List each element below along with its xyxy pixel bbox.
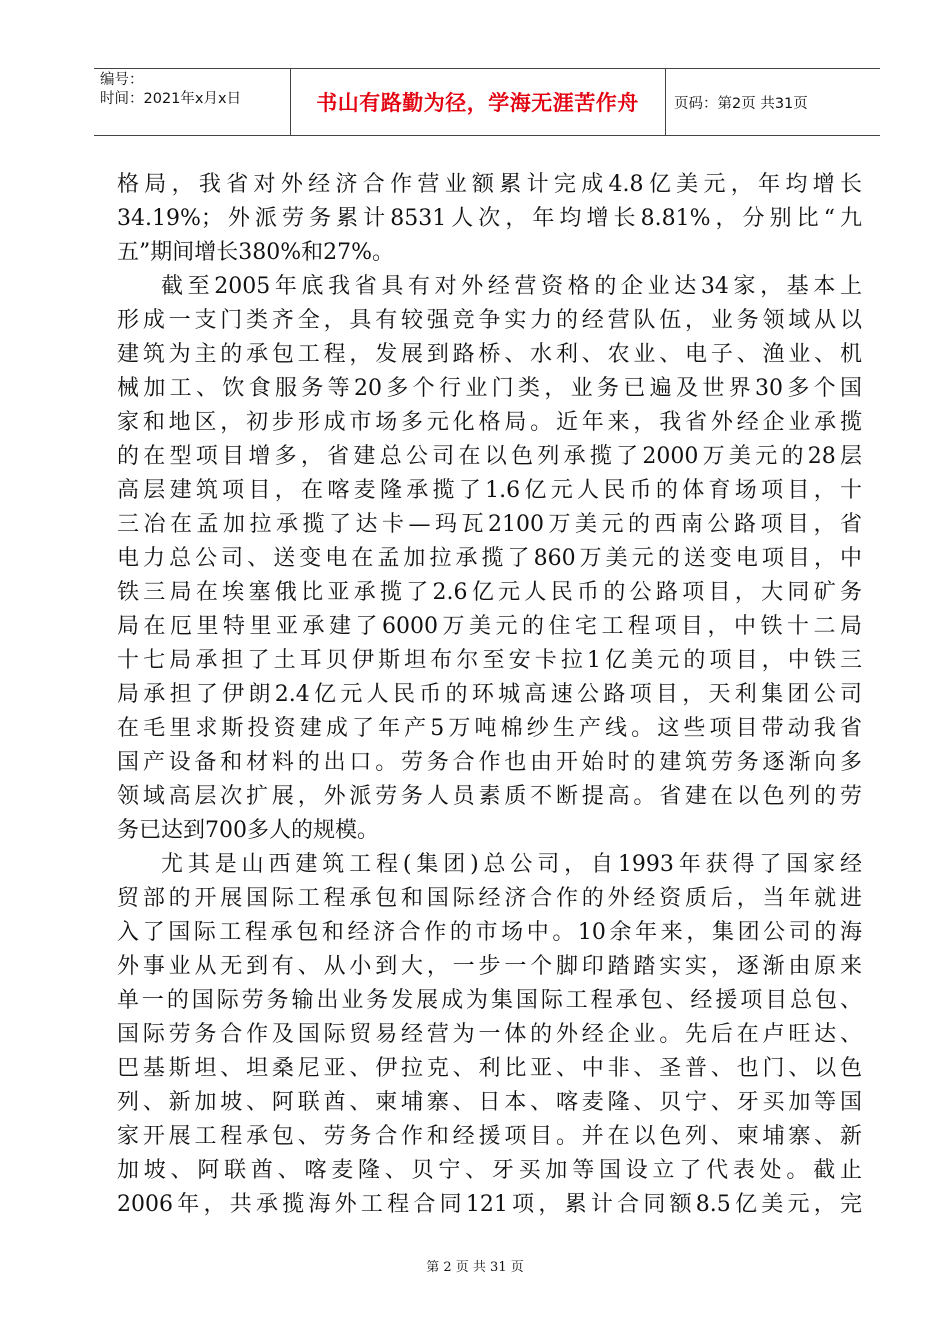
document-number-label: 编号： [100,72,144,88]
body-line: 贸部的开展国际工程承包和国际经济合作的外经资质后，当年就进 [117,886,862,911]
body-line: 尤其是山西建筑工程(集团)总公司，自1993年获得了国家经 [161,852,862,877]
body-line: 外事业从无到有、从小到大，一步一个脚印踏踏实实，逐渐由原来 [117,954,862,979]
document-date-label: 时间：2021年x月x日 [100,91,242,107]
body-line: 2006年，共承揽海外工程合同121项，累计合同额8.5亿美元，完 [117,1192,862,1217]
header-divider-right [665,69,666,135]
body-line: 在毛里求斯投资建成了年产5万吨棉纱生产线。这些项目带动我省 [117,716,862,741]
body-line: 五”期间增长380%和27%。 [117,240,395,265]
body-line: 三冶在孟加拉承揽了达卡—玛瓦2100万美元的西南公路项目，省 [117,512,862,537]
body-line: 家和地区，初步形成市场多元化格局。近年来，我省外经企业承揽 [117,410,862,435]
body-line: 局承担了伊朗2.4亿元人民币的环城高速公路项目，天利集团公司 [117,682,862,707]
document-body [117,168,862,1222]
header-page-number: 页码：第2页 共31页 [674,95,808,112]
header-meta [100,71,290,109]
body-line: 形成一支门类齐全，具有较强竞争实力的经营队伍，业务领域从以 [117,308,862,333]
body-line: 十七局承担了土耳贝伊斯坦布尔至安卡拉1亿美元的项目，中铁三 [117,648,862,673]
body-line: 国产设备和材料的出口。劳务合作也由开始时的建筑劳务逐渐向多 [117,750,862,775]
body-line: 截至2005年底我省具有对外经营资格的企业达34家，基本上 [161,274,862,299]
body-line: 高层建筑项目，在喀麦隆承揽了1.6亿元人民币的体育场项目，十 [117,478,862,503]
body-line: 家开展工程承包、劳务合作和经援项目。并在以色列、柬埔寨、新 [117,1124,862,1149]
body-line: 领域高层次扩展，外派劳务人员素质不断提高。省建在以色列的劳 [117,784,862,809]
body-line: 铁三局在埃塞俄比亚承揽了2.6亿元人民币的公路项目，大同矿务 [117,580,862,605]
body-line: 局在厄里特里亚承建了6000万美元的住宅工程项目，中铁十二局 [117,614,862,639]
body-line: 加坡、阿联酋、喀麦隆、贝宁、牙买加等国设立了代表处。截止 [117,1158,862,1183]
page-footer: 第 2 页 共 31 页 [426,1260,524,1275]
body-line: 列、新加坡、阿联酋、柬埔寨、日本、喀麦隆、贝宁、牙买加等国 [117,1090,862,1115]
body-line: 单一的国际劳务输出业务发展成为集国际工程承包、经援项目总包、 [117,988,862,1013]
body-line: 格局，我省对外经济合作营业额累计完成4.8亿美元，年均增长 [117,172,862,197]
body-line: 的在型项目增多，省建总公司在以色列承揽了2000万美元的28层 [117,444,862,469]
page-header [94,68,880,136]
body-line: 入了国际工程承包和经济合作的市场中。10余年来，集团公司的海 [117,920,862,945]
body-line: 建筑为主的承包工程，发展到路桥、水利、农业、电子、渔业、机 [117,342,862,367]
body-line: 巴基斯坦、坦桑尼亚、伊拉克、利比亚、中非、圣普、也门、以色 [117,1056,862,1081]
header-motto: 书山有路勤为径，学海无涯苦作舟 [316,91,639,115]
body-line: 电力总公司、送变电在孟加拉承揽了860万美元的送变电项目，中 [117,546,862,571]
body-line: 务已达到700多人的规模。 [117,818,379,843]
body-line: 械加工、饮食服务等20多个行业门类，业务已遍及世界30多个国 [117,376,862,401]
body-line: 国际劳务合作及国际贸易经营为一体的外经企业。先后在卢旺达、 [117,1022,862,1047]
body-line: 34.19%；外派劳务累计8531人次，年均增长8.81%，分别比“九 [117,206,862,231]
